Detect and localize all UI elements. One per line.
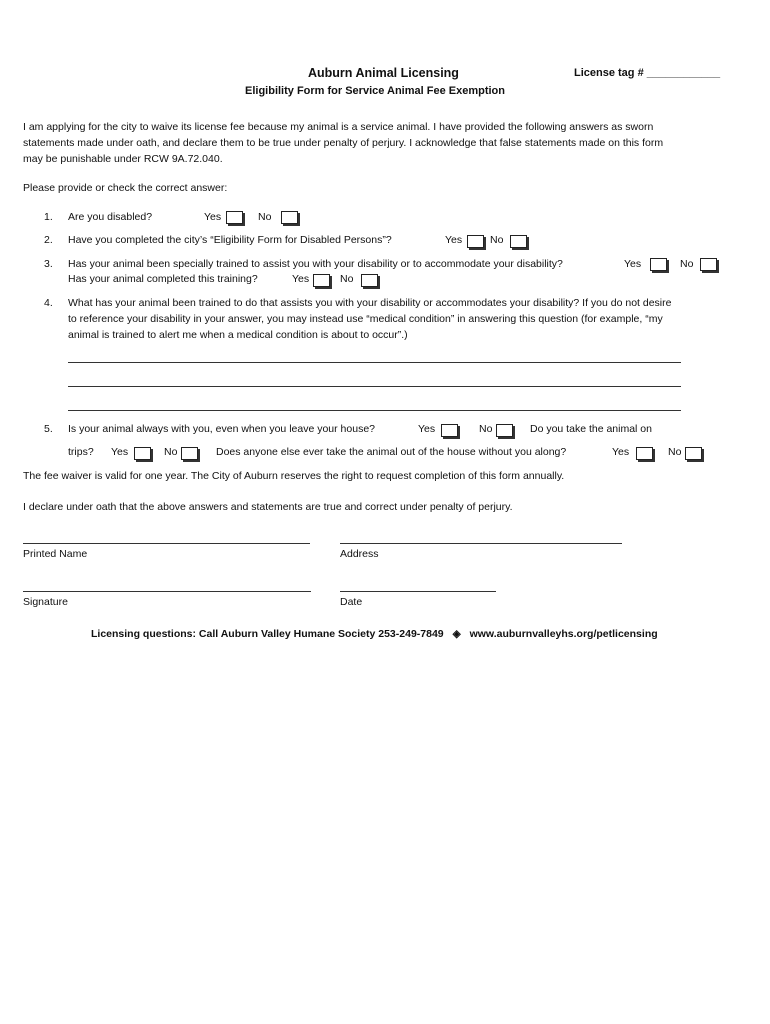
- q4-answer-line-1[interactable]: [68, 362, 681, 363]
- q4-line-2: to reference your disability in your answer, you may instead use “medical condition” in answering this question (for example, “my: [68, 313, 663, 325]
- contact-text: Licensing questions: Call Auburn Valley Humane Society 253-249-7849: [91, 628, 444, 640]
- form-subtitle: Eligibility Form for Service Animal Fee Exemption: [245, 85, 505, 97]
- q1-no-checkbox[interactable]: [281, 211, 298, 224]
- address-line[interactable]: [340, 543, 622, 544]
- date-line[interactable]: [340, 591, 496, 592]
- intro-line-3: may be punishable under RCW 9A.72.040.: [23, 153, 223, 165]
- q5b-yes-label: Yes: [111, 446, 129, 458]
- q5-others-text: Does anyone else ever take the animal out of the house without you along?: [216, 446, 567, 458]
- validity-note: The fee waiver is valid for one year. The City of Auburn reserves the right to request completion of this form annually.: [23, 470, 565, 482]
- q3b-no-checkbox[interactable]: [361, 274, 378, 287]
- q2-no-label: No: [490, 234, 504, 246]
- q3b-no-label: No: [340, 273, 354, 285]
- printed-name-line[interactable]: [23, 543, 310, 544]
- q3b-yes-checkbox[interactable]: [313, 274, 330, 287]
- q5-trips-text-cont: trips?: [68, 446, 94, 458]
- date-label: Date: [340, 596, 363, 608]
- q1-yes-label: Yes: [204, 211, 222, 223]
- q2-yes-checkbox[interactable]: [467, 235, 484, 248]
- q3-yes-label: Yes: [624, 258, 642, 270]
- q5-trips-text: Do you take the animal on: [530, 423, 652, 435]
- q5c-no-label: No: [668, 446, 682, 458]
- q2-text: Have you completed the city’s “Eligibility Form for Disabled Persons”?: [68, 234, 392, 246]
- q5-no-checkbox[interactable]: [496, 424, 513, 437]
- signature-label: Signature: [23, 596, 68, 608]
- printed-name-label: Printed Name: [23, 548, 88, 560]
- q5-yes-checkbox[interactable]: [441, 424, 458, 437]
- q5-yes-label: Yes: [418, 423, 436, 435]
- q3-training-text: Has your animal completed this training?: [68, 273, 258, 285]
- declaration: I declare under oath that the above answers and statements are true and correct under penalty of perjury.: [23, 501, 513, 513]
- q2-number: 2.: [44, 234, 53, 246]
- address-label: Address: [340, 548, 379, 560]
- q5c-no-checkbox[interactable]: [685, 447, 702, 460]
- q5b-yes-checkbox[interactable]: [134, 447, 151, 460]
- signature-line[interactable]: [23, 591, 311, 592]
- contact-url-link[interactable]: www.auburnvalleyhs.org/petlicensing: [469, 628, 658, 640]
- q3-number: 3.: [44, 258, 53, 270]
- q2-no-checkbox[interactable]: [510, 235, 527, 248]
- q5-text: Is your animal always with you, even when you leave your house?: [68, 423, 376, 435]
- q1-text: Are you disabled?: [68, 211, 153, 223]
- q4-answer-line-3[interactable]: [68, 410, 681, 411]
- q5-number: 5.: [44, 423, 53, 435]
- q4-line-3: animal is trained to alert me when a medical condition is about to occur”.): [68, 329, 408, 341]
- q5c-yes-label: Yes: [612, 446, 630, 458]
- q3-text: Has your animal been specially trained to assist you with your disability or to accommodate your disability?: [68, 258, 563, 270]
- q5b-no-checkbox[interactable]: [181, 447, 198, 460]
- q4-answer-line-2[interactable]: [68, 386, 681, 387]
- instructions: Please provide or check the correct answer:: [23, 182, 228, 194]
- form-title: Auburn Animal Licensing: [308, 66, 459, 80]
- q3-no-checkbox[interactable]: [700, 258, 717, 271]
- q5b-no-label: No: [164, 446, 178, 458]
- q4-number: 4.: [44, 297, 53, 309]
- q2-yes-label: Yes: [445, 234, 463, 246]
- q1-no-label: No: [258, 211, 272, 223]
- q3-yes-checkbox[interactable]: [650, 258, 667, 271]
- license-tag-field[interactable]: License tag # ____________: [574, 67, 721, 79]
- contact-line: [91, 628, 658, 640]
- q3b-yes-label: Yes: [292, 273, 310, 285]
- q5-no-label: No: [479, 423, 493, 435]
- q1-yes-checkbox[interactable]: [226, 211, 243, 224]
- q5c-yes-checkbox[interactable]: [636, 447, 653, 460]
- intro-line-2: statements made under oath, and declare them to be true under penalty of perjury. I acknowledge that false statements made on this form: [23, 137, 664, 149]
- q4-line-1: What has your animal been trained to do that assists you with your disability or accommodates your disability? If you do not desire: [68, 297, 672, 309]
- intro-line-1: I am applying for the city to waive its license fee because my animal is a service animal. I have provided the following answers as sworn: [23, 121, 654, 133]
- diamond-separator-icon: ◈: [452, 628, 461, 640]
- q1-number: 1.: [44, 211, 53, 223]
- q3-no-label: No: [680, 258, 694, 270]
